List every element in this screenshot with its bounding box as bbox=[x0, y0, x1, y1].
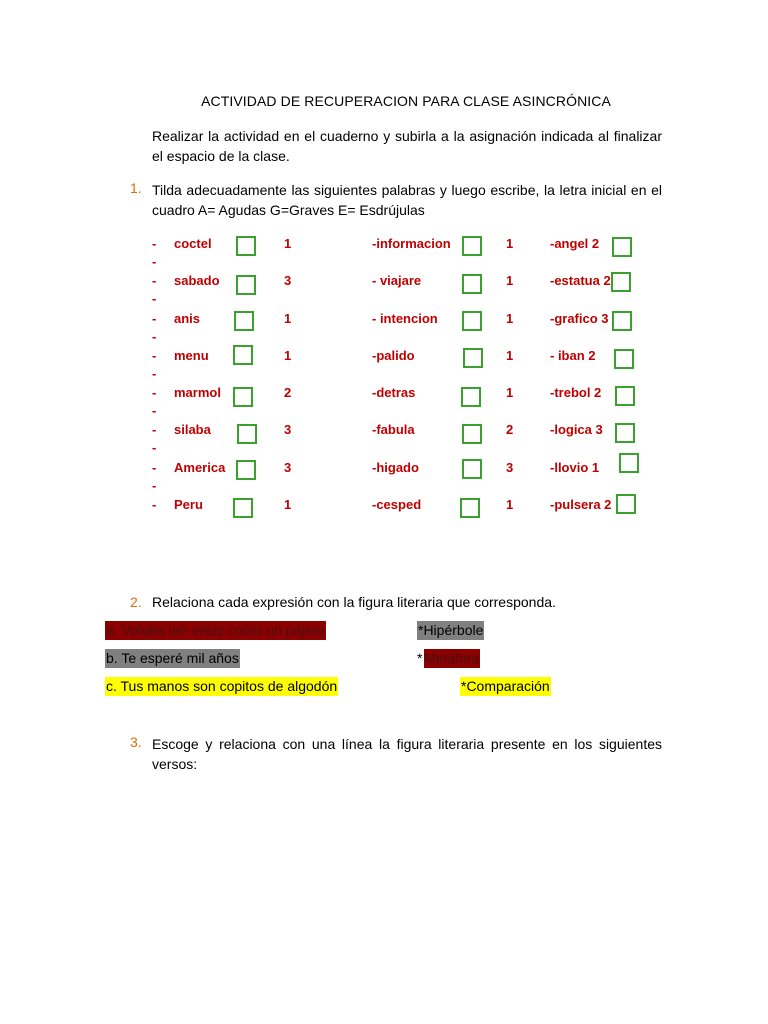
word-item: -cesped bbox=[372, 497, 422, 512]
word-item: -palido bbox=[372, 348, 415, 363]
answer-box[interactable] bbox=[233, 498, 253, 518]
dash: - bbox=[152, 422, 157, 437]
dash: - bbox=[152, 385, 157, 400]
word-item: silaba bbox=[174, 422, 211, 437]
word-item: - iban 2 bbox=[550, 348, 596, 363]
answer-box[interactable] bbox=[463, 348, 483, 368]
dash: - bbox=[152, 497, 157, 512]
answer-number: 1 bbox=[506, 497, 514, 512]
answer-number: 2 bbox=[284, 385, 292, 400]
dash: - bbox=[152, 236, 157, 251]
answer-box[interactable] bbox=[460, 498, 480, 518]
page-title: ACTIVIDAD DE RECUPERACION PARA CLASE ASINCRÓNICA bbox=[201, 93, 611, 109]
answer-number: 1 bbox=[506, 311, 514, 326]
answer-number: 3 bbox=[284, 460, 292, 475]
dash: - bbox=[152, 291, 157, 306]
answer-number: 2 bbox=[506, 422, 514, 437]
dash: - bbox=[152, 329, 157, 344]
answer-number: 3 bbox=[506, 460, 514, 475]
answer-number: 1 bbox=[506, 273, 514, 288]
answer-number: 1 bbox=[284, 497, 292, 512]
word-item: -detras bbox=[372, 385, 416, 400]
dash: - bbox=[152, 440, 157, 455]
answer-box[interactable] bbox=[236, 460, 256, 480]
answer-number: 1 bbox=[506, 385, 514, 400]
dash: - bbox=[152, 403, 157, 418]
word-item: - viajare bbox=[372, 273, 422, 288]
answer-box[interactable] bbox=[615, 386, 635, 406]
word-item: anis bbox=[174, 311, 201, 326]
answer-box[interactable] bbox=[462, 236, 482, 256]
word-item: Peru bbox=[174, 497, 203, 512]
question-2-text: Relaciona cada expresión con la figura literaria que corresponda. bbox=[152, 594, 556, 610]
answer-box[interactable] bbox=[616, 494, 636, 514]
word-item: - intencion bbox=[372, 311, 438, 326]
answer-box[interactable] bbox=[237, 424, 257, 444]
answer-box[interactable] bbox=[233, 345, 253, 365]
dash: - bbox=[152, 311, 157, 326]
answer-box[interactable] bbox=[462, 424, 482, 444]
answer-box[interactable] bbox=[462, 274, 482, 294]
expression-a: a. Volaba tan veloz como un pájaro bbox=[106, 622, 325, 638]
answer-box[interactable] bbox=[461, 387, 481, 407]
answer-box[interactable] bbox=[234, 311, 254, 331]
expression-c: c. Tus manos son copitos de algodón bbox=[106, 678, 338, 694]
word-item: America bbox=[174, 460, 226, 475]
answer-number: 3 bbox=[284, 273, 292, 288]
word-item: -fabula bbox=[372, 422, 415, 437]
word-item: -estatua 2 bbox=[550, 273, 611, 288]
word-item: -angel 2 bbox=[550, 236, 600, 251]
word-item: sabado bbox=[174, 273, 220, 288]
figure-hiperbole: *Hipérbole bbox=[418, 622, 484, 638]
answer-box[interactable] bbox=[462, 459, 482, 479]
question-1-number: 1. bbox=[130, 180, 142, 196]
figure-comparacion: *Comparación bbox=[461, 678, 550, 694]
question-3-number: 3. bbox=[130, 734, 142, 750]
question-2-number: 2. bbox=[130, 594, 142, 610]
word-item: marmol bbox=[174, 385, 221, 400]
answer-number: 1 bbox=[284, 311, 292, 326]
answer-box[interactable] bbox=[619, 453, 639, 473]
word-item: -trebol 2 bbox=[550, 385, 602, 400]
word-item: -pulsera 2 bbox=[550, 497, 612, 512]
answer-number: 1 bbox=[506, 348, 514, 363]
answer-number: 3 bbox=[284, 422, 292, 437]
answer-number: 1 bbox=[506, 236, 514, 251]
dash: - bbox=[152, 273, 157, 288]
word-item: -informacion bbox=[372, 236, 451, 251]
expression-b: b. Te esperé mil años bbox=[106, 650, 239, 666]
dash: - bbox=[152, 460, 157, 475]
word-item: menu bbox=[174, 348, 209, 363]
word-item: -higado bbox=[372, 460, 419, 475]
answer-box[interactable] bbox=[611, 272, 631, 292]
answer-box[interactable] bbox=[614, 349, 634, 369]
answer-box[interactable] bbox=[236, 275, 256, 295]
answer-box[interactable] bbox=[236, 236, 256, 256]
dash: - bbox=[152, 366, 157, 381]
answer-number: 1 bbox=[284, 348, 292, 363]
answer-box[interactable] bbox=[612, 311, 632, 331]
word-item: -llovio 1 bbox=[550, 460, 600, 475]
dash: - bbox=[152, 254, 157, 269]
answer-box[interactable] bbox=[462, 311, 482, 331]
question-3-text: Escoge y relaciona con una línea la figura literaria presente en los siguientes versos: bbox=[152, 736, 662, 772]
answer-box[interactable] bbox=[615, 423, 635, 443]
question-1-text: Tilda adecuadamente las siguientes palabras y luego escribe, la letra inicial en el cuadro A= Agudas G=Graves E= Esdrújulas bbox=[152, 182, 662, 218]
word-item: -logica 3 bbox=[550, 422, 603, 437]
word-item: coctel bbox=[174, 236, 212, 251]
answer-box[interactable] bbox=[233, 387, 253, 407]
figure-metafora: Metáfora bbox=[424, 650, 480, 666]
dash: - bbox=[152, 348, 157, 363]
intro-text: Realizar la actividad en el cuaderno y subirla a la asignación indicada al finalizar el espacio de la clase. bbox=[152, 128, 662, 164]
figure-metafora-star: * bbox=[417, 650, 423, 666]
dash: - bbox=[152, 478, 157, 493]
answer-number: 1 bbox=[284, 236, 292, 251]
answer-box[interactable] bbox=[612, 237, 632, 257]
word-item: -grafico 3 bbox=[550, 311, 609, 326]
